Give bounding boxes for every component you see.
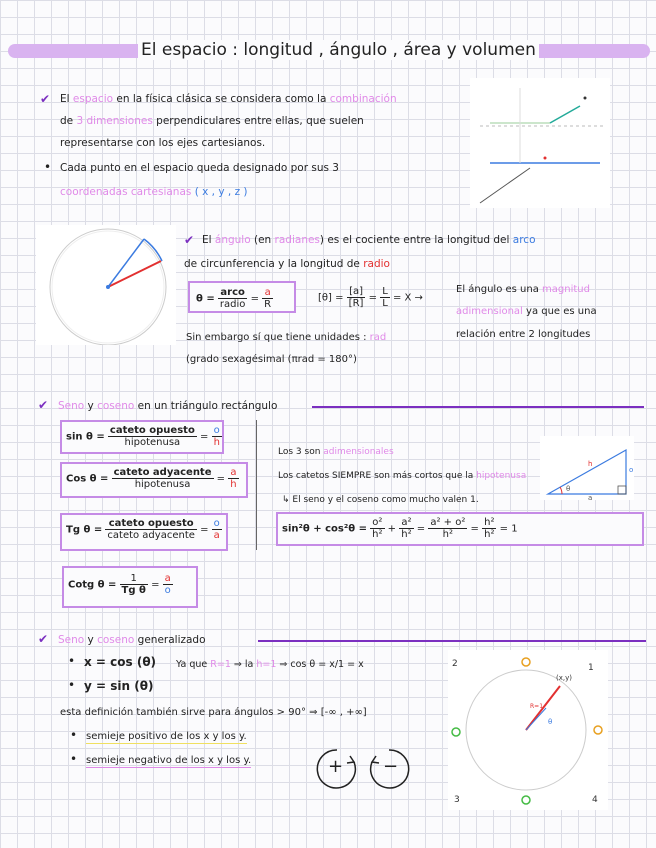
axes-figure [470,78,610,208]
minus-sign: − [383,756,399,777]
x-equation: x = cos (θ) [84,655,157,669]
trig-header: Seno y coseno en un triángulo rectángulo [58,400,278,412]
brace-divider [256,420,257,550]
trig-note-2: Los catetos SIEMPRE son más cortos que la hipotenusa [278,471,527,481]
svg-text:4: 4 [592,795,598,805]
cotg-formula-box: Cotg θ = $\frac{1}{\text{Tg θ}}$ = $\frac{a}{o}$ [62,566,198,608]
check-icon: ✔ [38,632,49,646]
svg-text:2: 2 [452,659,458,669]
valid-note: esta definición también sirve para ángulos > 90° ⇒ [-∞ , +∞] [60,707,367,718]
adim-line-2: adimensional ya que es una [456,306,597,317]
svg-text:(x,y): (x,y) [556,674,572,682]
trig-note-1: Los 3 son adimensionales [278,447,394,457]
sin-formula-box: sin θ = $\frac{\text{cateto opuesto}}{\text{hipotenusa}}$ = $\frac{o}{h}$ [60,420,224,454]
check-icon: ✔ [38,398,49,412]
svg-text:θ: θ [566,485,571,493]
svg-text:3: 3 [454,795,460,805]
triangle-figure [540,436,634,500]
adim-line-1: El ángulo es una magnitud [456,284,590,295]
negative-semiaxis: semieje negativo de los x y los y. [86,755,252,766]
bullet-icon: • [44,160,52,174]
space-line-3: representarse con los ejes cartesianos. [60,137,266,149]
svg-text:h: h [588,460,593,468]
svg-text:o: o [629,466,634,474]
title-pill-left [8,44,158,58]
space-line-1: El espacio en la física clásica se considera como la combinación [60,93,397,105]
units-note: Sin embargo sí que tiene unidades : rad [186,332,387,343]
title-pill-right [520,44,650,58]
check-icon: ✔ [40,92,51,106]
check-icon: ✔ [184,233,195,247]
svg-text:R=1: R=1 [530,703,544,710]
page-title: El espacio : longitud , ángulo , área y volumen [138,40,539,60]
adim-line-3: relación entre 2 longitudes [456,329,591,340]
cos-formula-box: Cos θ = $\frac{\text{cateto adyacente}}{\text{hipotenusa}}$ = $\frac{a}{h}$ [60,462,248,498]
bullet-icon: • [70,728,78,742]
positive-semiaxis: semieje positivo de los x y los y. [86,731,247,742]
space-line-2: de 3 dimensiones perpendiculares entre ellas, que suelen [60,115,364,127]
unit-circle-figure [448,650,608,810]
svg-text:1: 1 [588,663,594,673]
plus-sign: + [328,756,344,777]
bullet-icon: • [68,654,76,668]
trig-header-line [312,406,644,408]
bullet-icon: • [68,678,76,692]
angle-line-1: El ángulo (en radianes) es el cociente entre la longitud del arco [202,234,536,246]
angle-line-2: de circunferencia y la longitud de radio [184,258,390,270]
angle-formula-box: θ = $\frac{\text{arco}}{\text{radio}}$ = $\frac{a}{R}$ [188,281,296,313]
bullet-icon: • [70,752,78,766]
identity-box: sin²θ + cos²θ = $\frac{\text{o²}}{\text{h²}}$ + $\frac{\text{a²}}{\text{h²}}$ = $\frac{\text{a² + o²}}{\text{h²}}$ = $\frac{\text{h²}}{\text{h²}}$ = 1 [276,512,644,546]
trig-note-3: ↳ El seno y el coseno como mucho valen 1. [282,495,479,505]
general-header-line [258,640,646,642]
space-line-5: coordenadas cartesianas ( x , y , z ) [60,186,248,198]
grad-note: (grado sexagésimal (πrad = 180°) [186,354,357,365]
minus-rotation-icon [366,746,412,792]
plus-rotation-icon [314,746,360,792]
since-note: Ya que R=1 ⇒ la h=1 ⇒ cos θ = x/1 = x [176,659,364,670]
svg-text:a: a [588,494,593,500]
angle-units: [θ] = $\frac{[a]}{[R]}$ = $\frac{L}{L}$ = X → [318,286,423,309]
svg-text:θ: θ [548,718,553,726]
angle-figure [36,225,176,345]
tg-formula-box: Tg θ = $\frac{\text{cateto opuesto}}{\text{cateto adyacente}}$ = $\frac{o}{a}$ [60,513,228,551]
y-equation: y = sin (θ) [84,679,154,693]
space-line-4: Cada punto en el espacio queda designado por sus 3 [60,162,339,174]
general-header: Seno y coseno generalizado [58,634,206,646]
